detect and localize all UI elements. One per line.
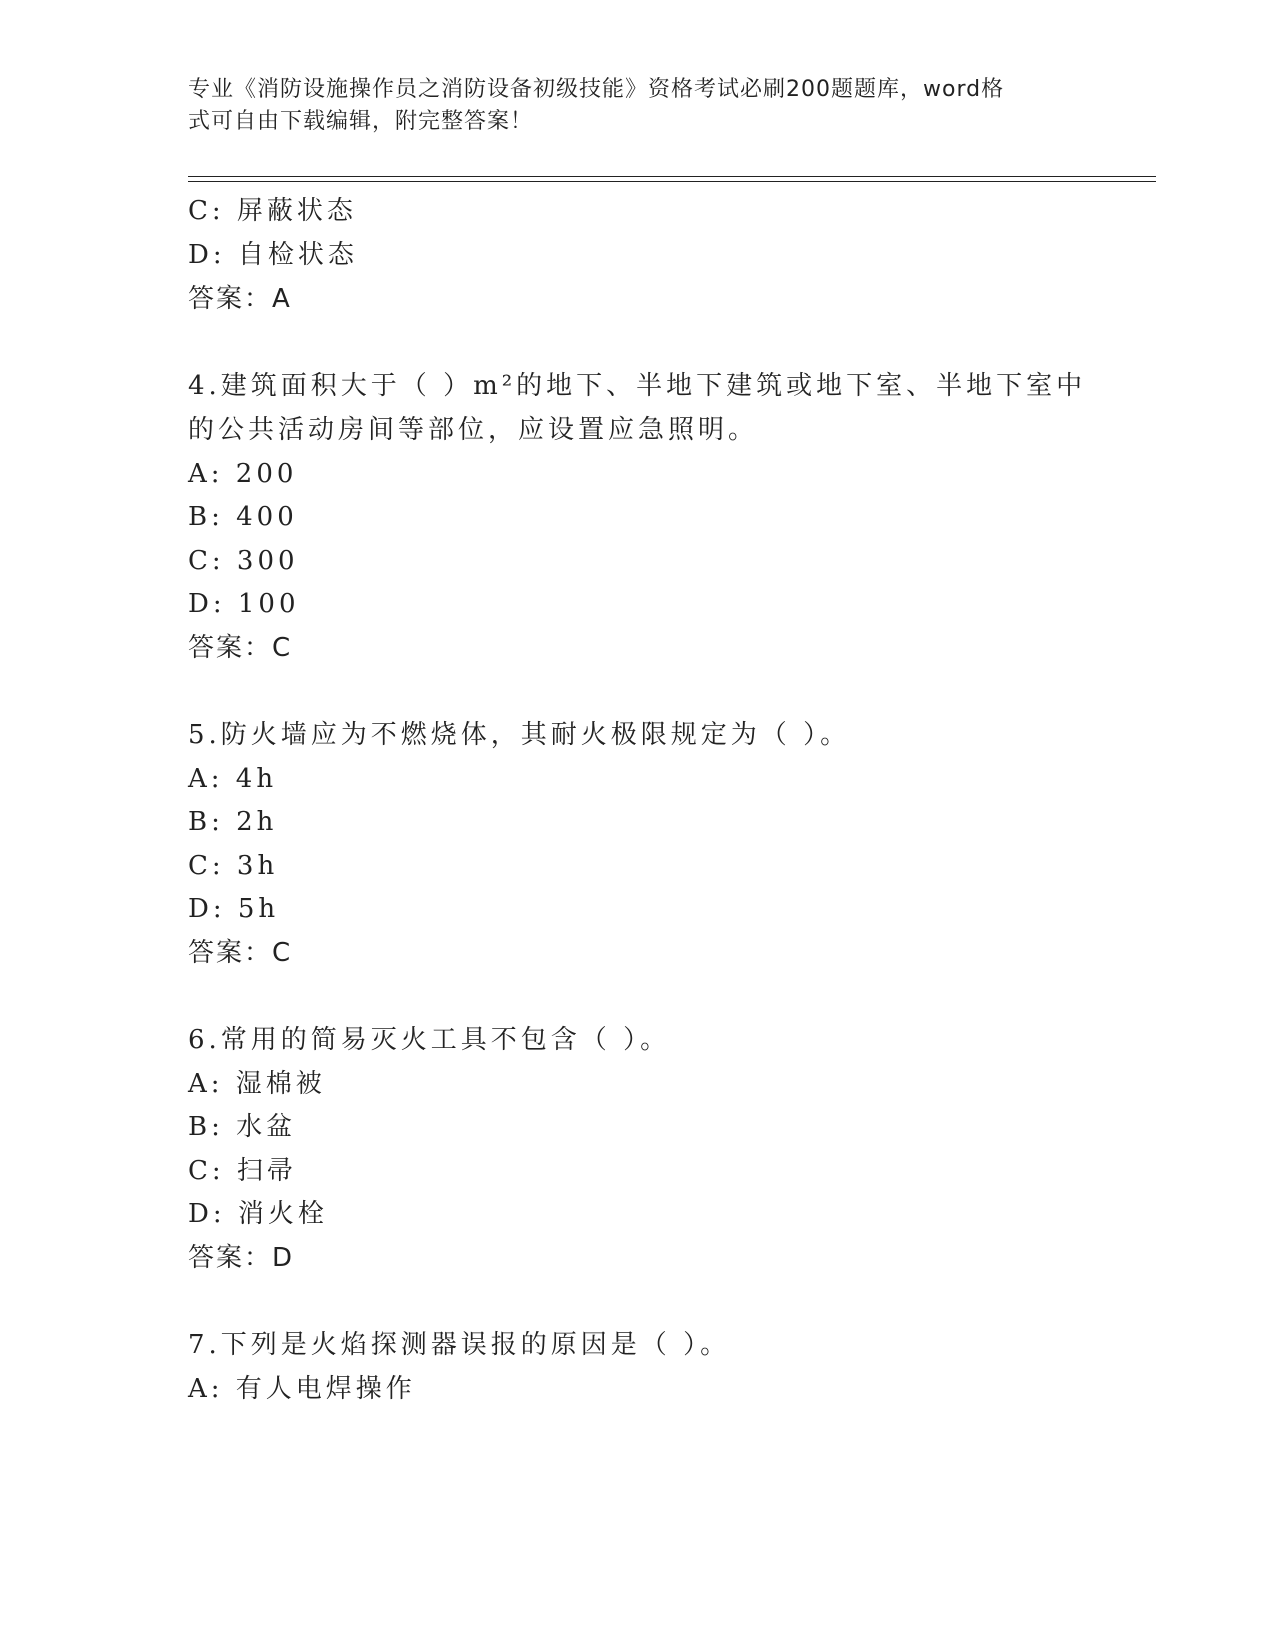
q6-option-a: A: 湿棉被 xyxy=(188,1069,326,1099)
header-line-1: 专业《消防设施操作员之消防设备初级技能》资格考试必刷200题题库，word格 xyxy=(188,77,1005,102)
q6-stem: 6.常用的简易灭火工具不包含（ ）。 xyxy=(188,1025,671,1055)
q4-answer: 答案：C xyxy=(188,633,293,663)
document-header xyxy=(188,74,1068,138)
q4-option-c: C: 300 xyxy=(188,546,299,576)
q5-option-b: B: 2h xyxy=(188,807,278,837)
q4-option-d: D: 100 xyxy=(188,589,300,619)
q4-option-a: A: 200 xyxy=(188,459,298,489)
q5-option-d: D: 5h xyxy=(188,894,280,924)
header-divider-bottom xyxy=(188,181,1156,182)
q6-option-c: C: 扫帚 xyxy=(188,1156,297,1186)
q7-stem: 7.下列是火焰探测器误报的原因是（ ）。 xyxy=(188,1330,731,1360)
q6-option-b: B: 水盆 xyxy=(188,1112,297,1142)
header-line-2: 式可自由下载编辑，附完整答案！ xyxy=(188,109,534,134)
q7-option-a: A: 有人电焊操作 xyxy=(188,1374,416,1404)
prev-option-d: D: 自检状态 xyxy=(188,240,358,270)
q4-stem-line-1: 4.建筑面积大于（ ）m²的地下、半地下建筑或地下室、半地下室中 xyxy=(188,371,1087,401)
q5-option-a: A: 4h xyxy=(188,764,278,794)
prev-option-c: C: 屏蔽状态 xyxy=(188,196,357,226)
q5-stem: 5.防火墙应为不燃烧体，其耐火极限规定为（ ）。 xyxy=(188,720,851,750)
q6-option-d: D: 消火栓 xyxy=(188,1199,328,1229)
q4-option-b: B: 400 xyxy=(188,502,298,532)
prev-answer: 答案：A xyxy=(188,284,292,314)
q5-answer: 答案：C xyxy=(188,938,293,968)
q5-option-c: C: 3h xyxy=(188,851,279,881)
q6-answer: 答案：D xyxy=(188,1243,295,1273)
header-divider-top xyxy=(188,176,1156,177)
q4-stem-line-2: 的公共活动房间等部位，应设置应急照明。 xyxy=(188,415,759,445)
